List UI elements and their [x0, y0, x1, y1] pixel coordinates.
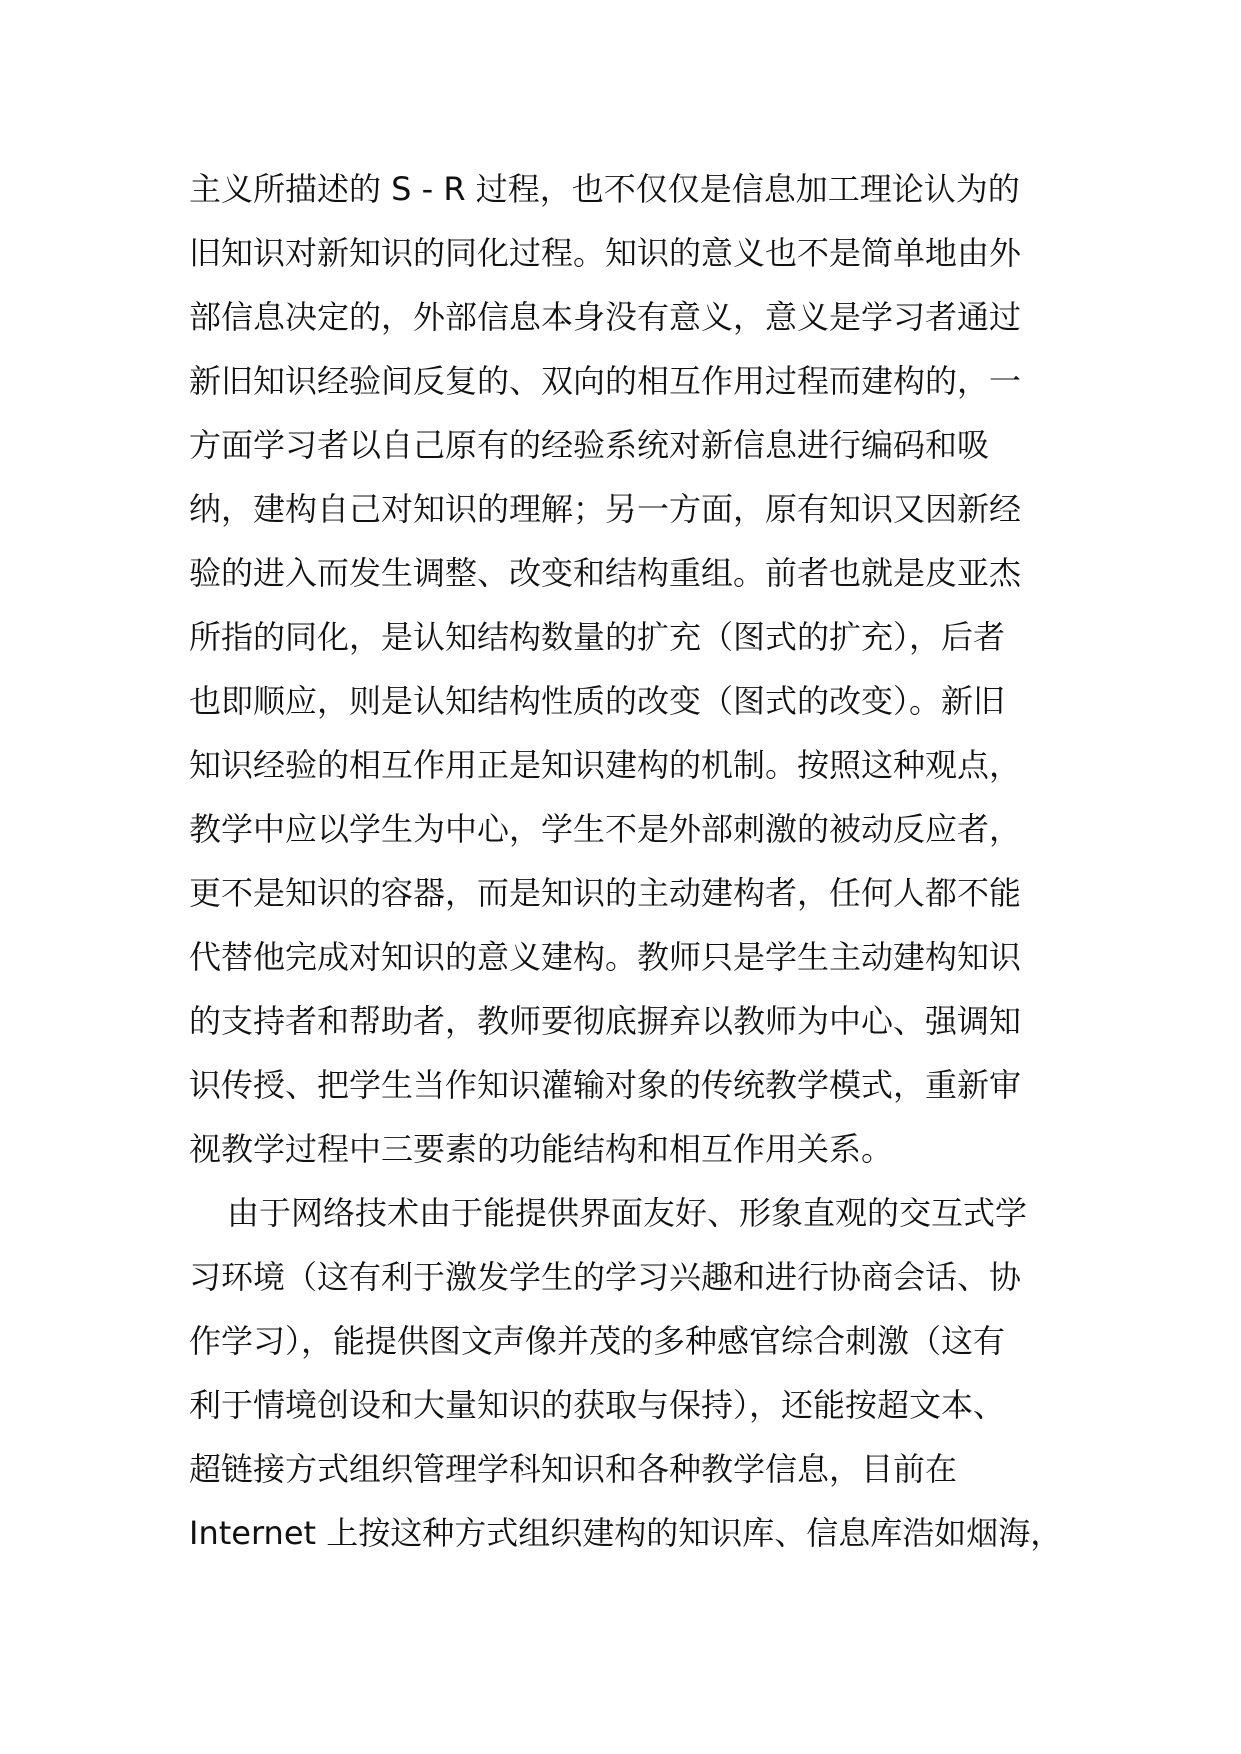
text-line: 习环境（这有利于激发学生的学习兴趣和进行协商会话、协: [189, 1258, 1022, 1296]
body-text: [189, 157, 1069, 1565]
text-line: 旧知识对新知识的同化过程。知识的意义也不是简单地由外: [189, 234, 1022, 272]
text-line: 纳，建构自己对知识的理解；另一方面，原有知识又因新经: [189, 490, 1022, 528]
text-line: 作学习），能提供图文声像并茂的多种感官综合刺激（这有: [189, 1322, 1006, 1360]
text-line: 主义所描述的 S - R 过程，也不仅仅是信息加工理论认为的: [189, 170, 1020, 208]
text-line: 视教学过程中三要素的功能结构和相互作用关系。: [189, 1130, 894, 1168]
text-line: 知识经验的相互作用正是知识建构的机制。按照这种观点，: [189, 746, 1022, 784]
text-line: 方面学习者以自己原有的经验系统对新信息进行编码和吸: [189, 426, 990, 464]
text-line: 部信息决定的，外部信息本身没有意义，意义是学习者通过: [189, 298, 1022, 336]
text-line: Internet 上按这种方式组织建构的知识库、信息库浩如烟海，: [189, 1514, 1063, 1552]
text-line: 验的进入而发生调整、改变和结构重组。前者也就是皮亚杰: [189, 554, 1022, 592]
text-line: 所指的同化，是认知结构数量的扩充（图式的扩充），后者: [189, 618, 1006, 656]
text-line: 更不是知识的容器，而是知识的主动建构者，任何人都不能: [189, 874, 1022, 912]
paragraph-start-line: 由于网络技术由于能提供界面友好、形象直观的交互式学: [227, 1194, 1028, 1232]
text-line: 也即顺应，则是认知结构性质的改变（图式的改变）。新旧: [189, 682, 1006, 720]
text-line: 识传授、把学生当作知识灌输对象的传统教学模式，重新审: [189, 1066, 1022, 1104]
text-line: 超链接方式组织管理学科知识和各种教学信息，目前在: [189, 1450, 958, 1488]
text-line: 代替他完成对知识的意义建构。教师只是学生主动建构知识: [189, 938, 1022, 976]
text-line: 新旧知识经验间反复的、双向的相互作用过程而建构的，一: [189, 362, 1022, 400]
text-line: 教学中应以学生为中心，学生不是外部刺激的被动反应者，: [189, 810, 1022, 848]
text-line: 利于情境创设和大量知识的获取与保持），还能按超文本、: [189, 1386, 1006, 1424]
text-line: 的支持者和帮助者，教师要彻底摒弃以教师为中心、强调知: [189, 1002, 1022, 1040]
